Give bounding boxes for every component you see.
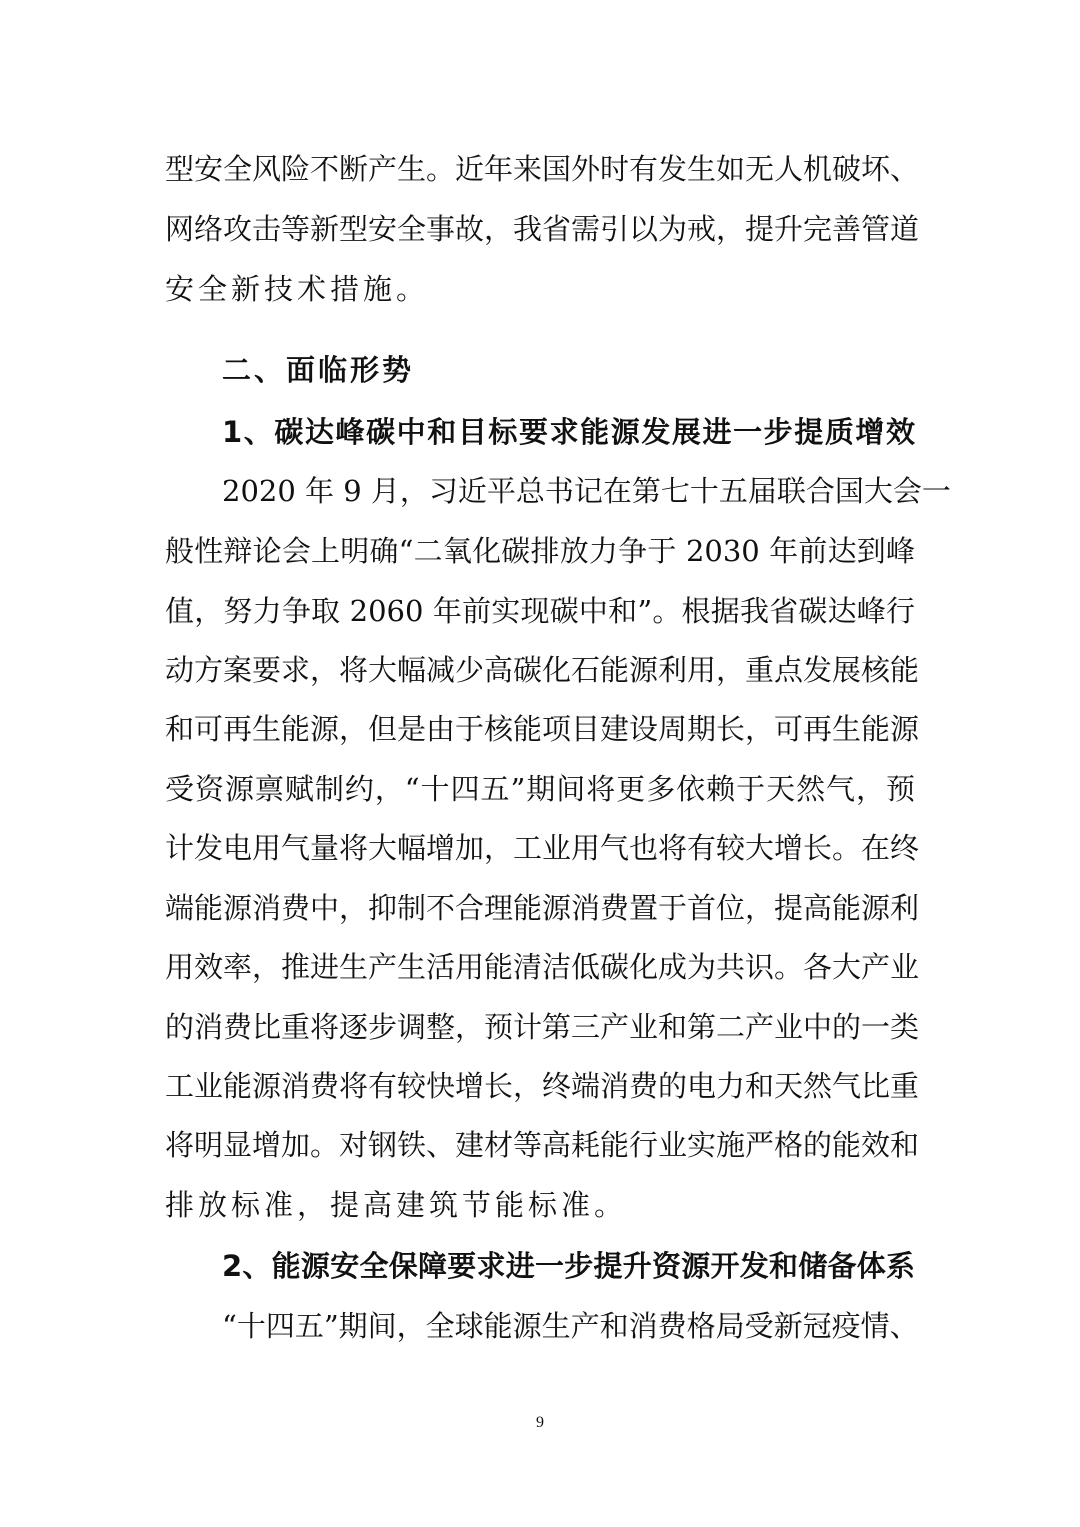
paragraph-1-line-12: 将明显增加。对钢铁、建材等高耗能行业实施严格的能效和 <box>165 1128 920 1162</box>
continuation-line-2: 网络攻击等新型安全事故，我省需引以为戒，提升完善管道 <box>165 212 920 246</box>
paragraph-1-line-3: 值，努力争取 2060 年前实现碳中和”。根据我省碳达峰行 <box>165 594 915 628</box>
paragraph-1-line-10: 的消费比重将逐步调整，预计第三产业和第二产业中的一类 <box>165 1010 920 1044</box>
paragraph-1-line-8: 端能源消费中，抑制不合理能源消费置于首位，提高能源利 <box>165 891 920 925</box>
paragraph-1-line-7: 计发电用气量将大幅增加，工业用气也将有较大增长。在终 <box>165 831 920 865</box>
continuation-line-1: 型安全风险不断产生。近年来国外时有发生如无人机破坏、 <box>165 152 920 186</box>
paragraph-1-line-2: 般性辩论会上明确“二氧化碳排放力争于 2030 年前达到峰 <box>165 534 915 568</box>
paragraph-1-line-13: 排放标准，提高建筑节能标准。 <box>165 1188 628 1222</box>
paragraph-1-line-4: 动方案要求，将大幅减少高碳化石能源利用，重点发展核能 <box>165 653 920 687</box>
paragraph-1-line-9: 用效率，推进生产生活用能清洁低碳化成为共识。各大产业 <box>165 950 920 984</box>
paragraph-1-line-5: 和可再生能源，但是由于核能项目建设周期长，可再生能源 <box>165 712 920 746</box>
subsection-heading-2: 2、能源安全保障要求进一步提升资源开发和储备体系 <box>222 1249 915 1283</box>
continuation-line-3: 安全新技术措施。 <box>165 272 430 306</box>
page-number: 9 <box>536 1414 544 1431</box>
paragraph-1-line-11: 工业能源消费将有较快增长，终端消费的电力和天然气比重 <box>165 1069 920 1103</box>
paragraph-1-line-1: 2020 年 9 月，习近平总书记在第七十五届联合国大会一 <box>222 474 951 508</box>
subsection-heading-1: 1、碳达峰碳中和目标要求能源发展进一步提质增效 <box>222 415 915 449</box>
paragraph-1-line-6: 受资源禀赋制约，“十四五”期间将更多依赖于天然气，预 <box>165 772 915 806</box>
section-heading: 二、面临形势 <box>222 353 415 387</box>
paragraph-2-line-1: “十四五”期间，全球能源生产和消费格局受新冠疫情、 <box>222 1309 919 1343</box>
